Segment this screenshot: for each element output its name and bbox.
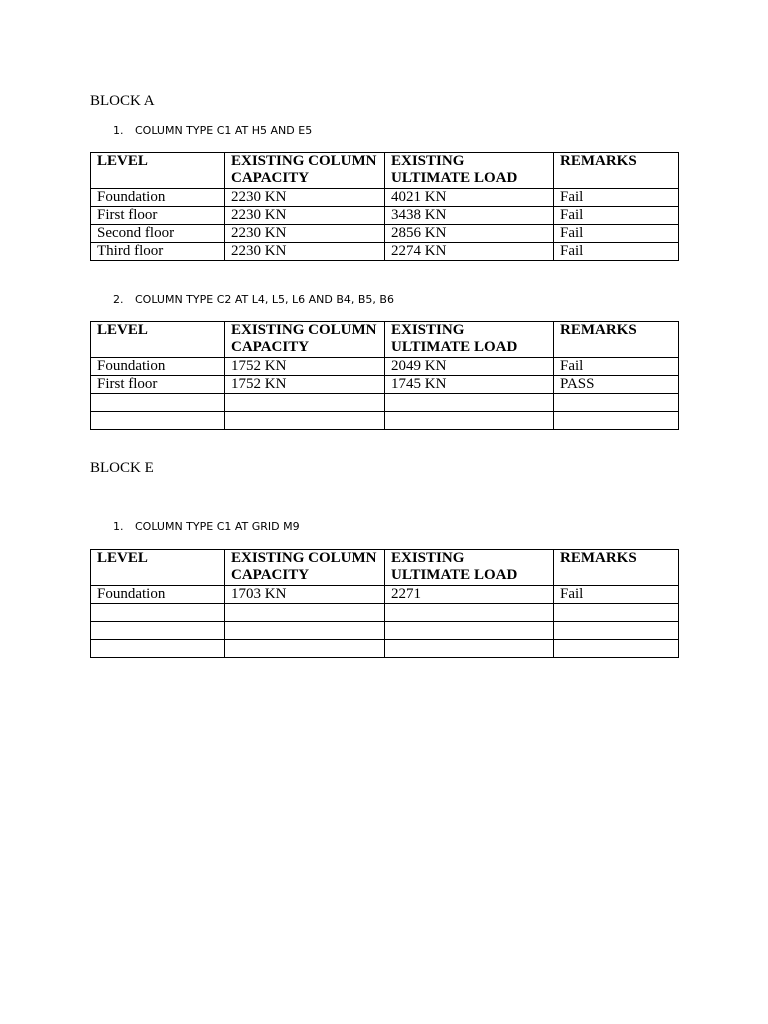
cell-remarks: Fail [554, 225, 679, 243]
table-header-row [91, 153, 679, 189]
table-row [91, 640, 679, 658]
header-level: LEVEL [91, 550, 225, 586]
item-title: COLUMN TYPE C1 AT H5 AND E5 [135, 124, 313, 137]
table-row [91, 586, 679, 604]
cell-load [385, 412, 554, 430]
cell-capacity: 2230 KN [225, 243, 385, 261]
cell-level: First floor [91, 207, 225, 225]
cell-load [385, 394, 554, 412]
cell-capacity [225, 412, 385, 430]
cell-remarks: Fail [554, 189, 679, 207]
cell-load: 1745 KN [385, 376, 554, 394]
table-header-row [91, 322, 679, 358]
table-row [91, 358, 679, 376]
cell-level: Second floor [91, 225, 225, 243]
cell-load: 2274 KN [385, 243, 554, 261]
cell-capacity: 2230 KN [225, 225, 385, 243]
cell-level: Foundation [91, 189, 225, 207]
header-level: LEVEL [91, 153, 225, 189]
cell-remarks [554, 622, 679, 640]
header-load: EXISTING ULTIMATE LOAD [385, 153, 554, 189]
header-capacity: EXISTING COLUMN CAPACITY [225, 153, 385, 189]
table-row [91, 394, 679, 412]
cell-level: Foundation [91, 358, 225, 376]
cell-level [91, 604, 225, 622]
table-row [91, 622, 679, 640]
item-title-c2-l4-b6 [113, 293, 394, 306]
cell-level: Foundation [91, 586, 225, 604]
header-remarks: REMARKS [554, 550, 679, 586]
section-heading-block-e: BLOCK E [90, 460, 154, 476]
header-capacity: EXISTING COLUMN CAPACITY [225, 550, 385, 586]
cell-level: Third floor [91, 243, 225, 261]
table-row [91, 207, 679, 225]
cell-remarks [554, 412, 679, 430]
header-remarks: REMARKS [554, 153, 679, 189]
cell-remarks: Fail [554, 243, 679, 261]
cell-remarks [554, 604, 679, 622]
cell-level [91, 394, 225, 412]
cell-load: 2856 KN [385, 225, 554, 243]
cell-load [385, 604, 554, 622]
cell-load: 4021 KN [385, 189, 554, 207]
cell-remarks [554, 394, 679, 412]
item-title-c1-m9 [113, 520, 300, 533]
cell-capacity [225, 640, 385, 658]
cell-level [91, 412, 225, 430]
cell-level: First floor [91, 376, 225, 394]
cell-load: 2049 KN [385, 358, 554, 376]
table-row [91, 376, 679, 394]
header-load: EXISTING ULTIMATE LOAD [385, 550, 554, 586]
cell-load: 2271 [385, 586, 554, 604]
cell-level [91, 640, 225, 658]
cell-remarks: PASS [554, 376, 679, 394]
header-remarks: REMARKS [554, 322, 679, 358]
cell-capacity: 1752 KN [225, 376, 385, 394]
cell-load [385, 622, 554, 640]
table-row [91, 604, 679, 622]
item-number: 1. [113, 520, 124, 533]
table-row [91, 189, 679, 207]
table-row [91, 225, 679, 243]
item-title-c1-h5-e5 [113, 124, 312, 137]
item-number: 2. [113, 293, 124, 306]
table-header-row [91, 550, 679, 586]
cell-level [91, 622, 225, 640]
table-c2-l4-b6 [90, 321, 679, 430]
cell-load [385, 640, 554, 658]
item-title: COLUMN TYPE C1 AT GRID M9 [135, 520, 300, 533]
table-c1-h5-e5 [90, 152, 679, 261]
cell-capacity: 1703 KN [225, 586, 385, 604]
section-heading-block-a: BLOCK A [90, 93, 155, 109]
cell-capacity [225, 604, 385, 622]
cell-capacity: 1752 KN [225, 358, 385, 376]
header-capacity: EXISTING COLUMN CAPACITY [225, 322, 385, 358]
table-c1-m9 [90, 549, 679, 658]
cell-capacity: 2230 KN [225, 189, 385, 207]
cell-load: 3438 KN [385, 207, 554, 225]
cell-remarks: Fail [554, 358, 679, 376]
cell-remarks [554, 640, 679, 658]
cell-capacity [225, 394, 385, 412]
cell-remarks: Fail [554, 586, 679, 604]
table-row [91, 412, 679, 430]
table-row [91, 243, 679, 261]
item-number: 1. [113, 124, 124, 137]
cell-capacity: 2230 KN [225, 207, 385, 225]
header-level: LEVEL [91, 322, 225, 358]
cell-capacity [225, 622, 385, 640]
header-load: EXISTING ULTIMATE LOAD [385, 322, 554, 358]
cell-remarks: Fail [554, 207, 679, 225]
item-title: COLUMN TYPE C2 AT L4, L5, L6 AND B4, B5, B6 [135, 293, 394, 306]
